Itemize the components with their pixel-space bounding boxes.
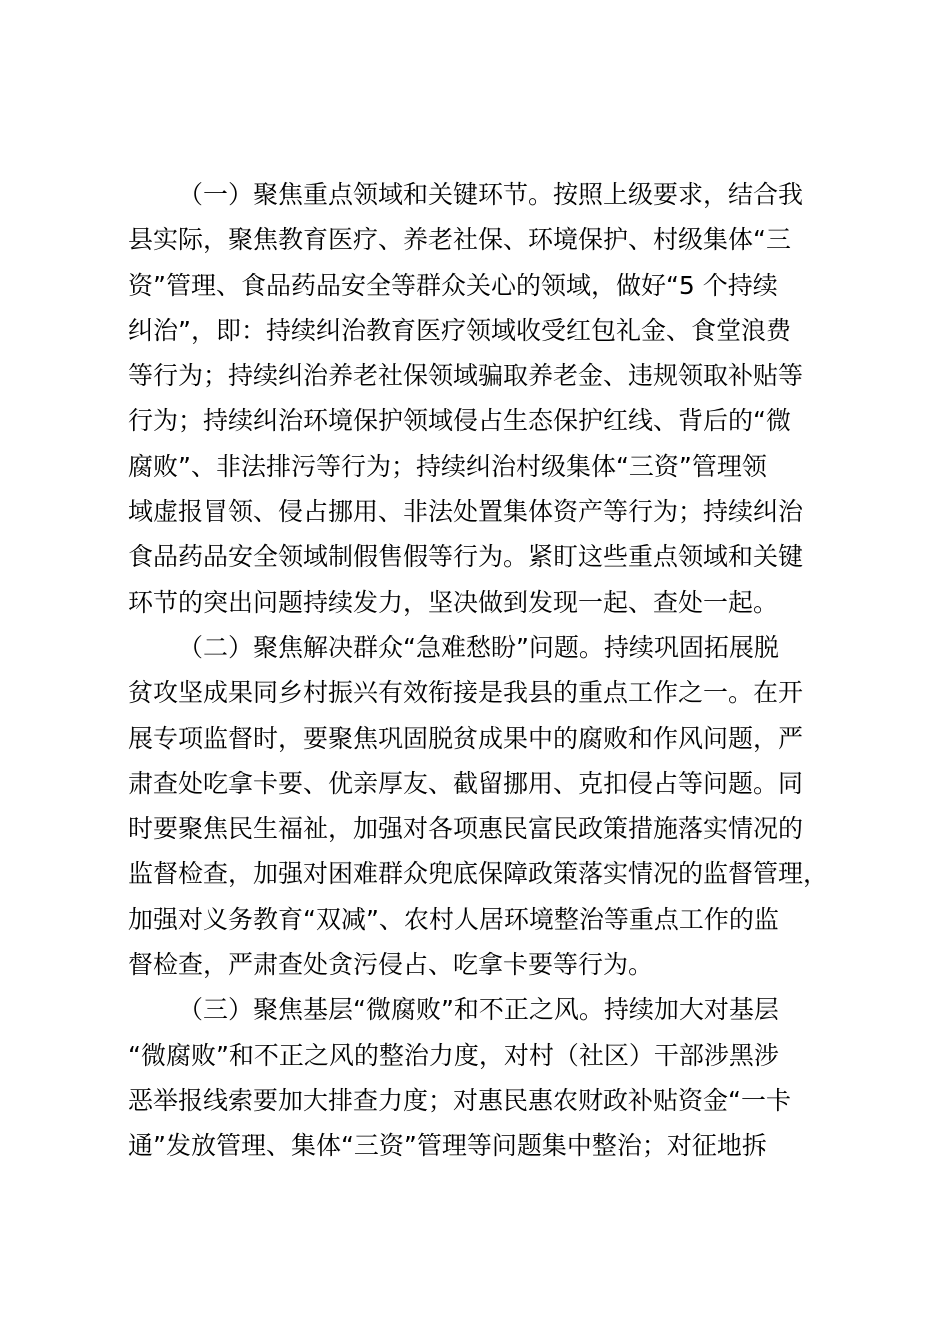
paragraph-1-line-6: 行为；持续纠治环境保护领域侵占生态保护红线、背后的“微 [128, 406, 791, 436]
paragraph-3 [128, 987, 828, 1168]
paragraph-2-line-4: 肃查处吃拿卡要、优亲厚友、截留挪用、克扣侵占等问题。同 [128, 768, 804, 798]
paragraph-1 [128, 172, 828, 625]
paragraph-3-line-1: （三）聚焦基层“微腐败”和不正之风。持续加大对基层 [178, 995, 779, 1025]
paragraph-1-line-8: 域虚报冒领、侵占挪用、非法处置集体资产等行为；持续纠治 [128, 497, 804, 527]
paragraph-1-line-5: 等行为；持续纠治养老社保领域骗取养老金、违规领取补贴等 [128, 361, 804, 391]
paragraph-1-line-2: 县实际，聚焦教育医疗、养老社保、环境保护、村级集体“三 [128, 225, 791, 255]
paragraph-3-line-3: 恶举报线索要加大排查力度；对惠民惠农财政补贴资金“一卡 [128, 1085, 791, 1115]
paragraph-2-line-1: （二）聚焦解决群众“急难愁盼”问题。持续巩固拓展脱 [178, 632, 779, 662]
paragraph-2-line-8: 督检查，严肃查处贪污侵占、吃拿卡要等行为。 [128, 950, 654, 980]
paragraph-2-line-7: 加强对义务教育“双减”、农村人居环境整治等重点工作的监 [128, 904, 779, 934]
paragraph-1-line-1: （一）聚焦重点领域和关键环节。按照上级要求，结合我 [178, 180, 804, 209]
paragraph-1-line-4: 纠治”，即：持续纠治教育医疗领域收受红包礼金、食堂浪费 [128, 315, 791, 345]
paragraph-1-line-7: 腐败”、非法排污等行为；持续纠治村级集体“三资”管理领 [128, 451, 767, 481]
paragraph-2-line-3: 展专项监督时，要聚焦巩固脱贫成果中的腐败和作风问题，严 [128, 723, 804, 753]
paragraph-2-line-5: 时要聚焦民生福祉，加强对各项惠民富民政策措施落实情况的 [128, 814, 804, 844]
paragraph-1-line-3: 资”管理、食品药品安全等群众关心的领域，做好“5 个持续 [128, 270, 778, 300]
paragraph-3-line-4: 通”发放管理、集体“三资”管理等问题集中整治；对征地拆 [128, 1131, 767, 1161]
paragraph-1-line-9: 食品药品安全领域制假售假等行为。紧盯这些重点领域和关键 [128, 542, 804, 572]
paragraph-2-line-6: 监督检查，加强对困难群众兜底保障政策落实情况的监督管理， [128, 859, 829, 889]
paragraph-3-line-2: “微腐败”和不正之风的整治力度，对村（社区）干部涉黑涉 [128, 1040, 779, 1070]
paragraph-2 [128, 625, 828, 987]
document-body [128, 172, 828, 1169]
paragraph-1-line-10: 环节的突出问题持续发力，坚决做到发现一起、查处一起。 [128, 587, 779, 617]
paragraph-2-line-2: 贫攻坚成果同乡村振兴有效衔接是我县的重点工作之一。在开 [128, 678, 804, 708]
